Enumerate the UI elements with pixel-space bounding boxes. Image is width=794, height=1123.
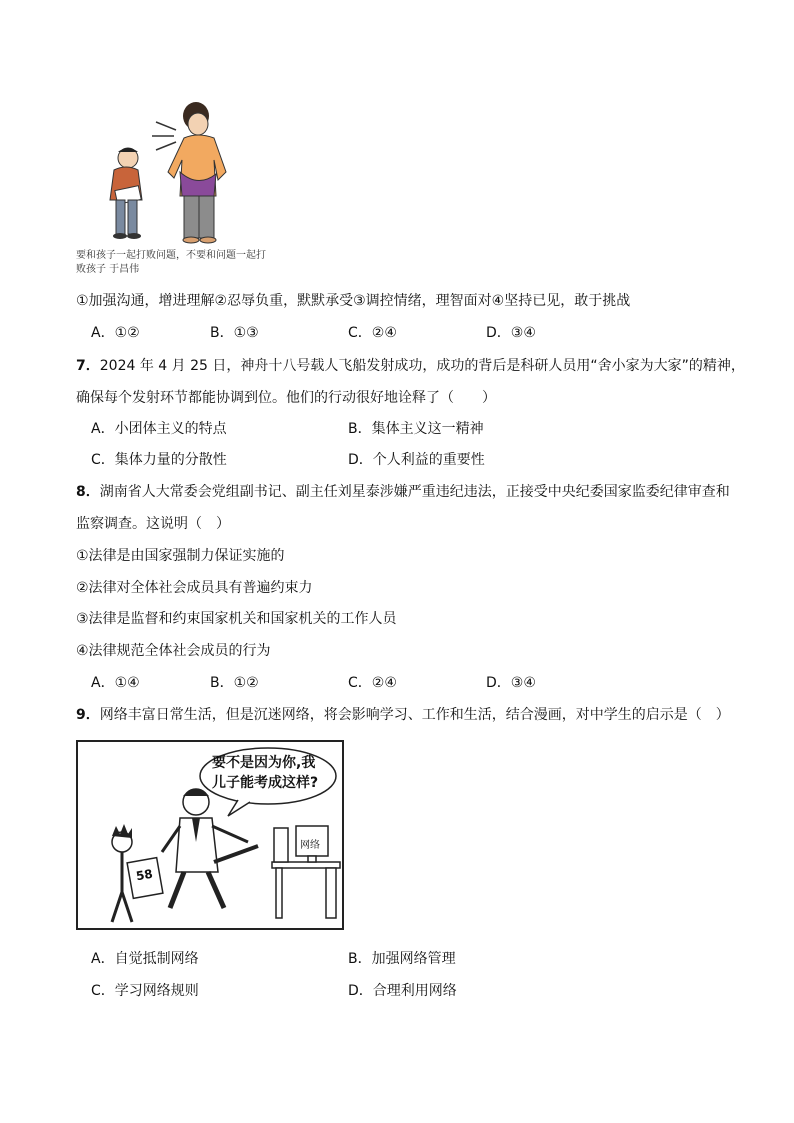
q7-stem-line1 — [76, 356, 745, 376]
q8-statement-1: ①法律是由国家强制力保证实施的 — [76, 548, 285, 564]
monitor-label: 网络 — [300, 840, 320, 851]
cartoon-caption-line1: 要和孩子一起打败问题，不要和问题一起打 — [76, 250, 266, 261]
cartoon-illustration — [76, 100, 266, 250]
q9-stem-text: 网络丰富日常生活，但是沉迷网络，将会影响学习、工作和生活，结合漫画，对中学生的启示是（ ） — [99, 707, 730, 723]
q9-number: 9． — [76, 707, 100, 723]
q7-stem-line2: 确保每个发射环节都能协调到位。他们的行动很好地诠释了（ ） — [76, 390, 496, 406]
q9-option-a[interactable]: A．自觉抵制网络 — [91, 951, 199, 967]
test-paper-score: 58 — [134, 866, 154, 884]
q9-option-d[interactable]: D．合理利用网络 — [348, 983, 457, 999]
cartoon-caption-line2: 败孩子 于昌伟 — [76, 264, 140, 275]
q9-option-b[interactable]: B．加强网络管理 — [348, 951, 456, 967]
internet-blame-cartoon — [76, 740, 344, 930]
q9-stem — [76, 705, 730, 725]
q7-option-b[interactable]: B．集体主义这一精神 — [348, 421, 484, 437]
q6-option-d[interactable]: D．③④ — [486, 325, 536, 341]
q6-option-c[interactable]: C．②④ — [348, 325, 397, 341]
speech-bubble-line2: 儿子能考成这样? — [212, 775, 319, 791]
q8-statement-2: ②法律对全体社会成员具有普遍约束力 — [76, 580, 313, 596]
q8-number: 8． — [76, 484, 100, 500]
q7-option-c[interactable]: C．集体力量的分散性 — [91, 452, 227, 468]
q8-statement-4: ④法律规范全体社会成员的行为 — [76, 643, 271, 659]
q6-statements: ①加强沟通，增进理解②忍辱负重，默默承受③调控情绪，理智面对④坚持已见，敢于挑战 — [76, 293, 631, 309]
q8-stem-line2: 监察调查。这说明（ ） — [76, 516, 230, 532]
q8-stem-text1: 湖南省人大常委会党组副书记、副主任刘星泰涉嫌严重违纪违法，正接受中央纪委国家监委纪律审查和 — [99, 484, 730, 500]
speech-bubble-line1: 要不是因为你,我 — [212, 755, 316, 771]
q7-number: 7． — [76, 358, 100, 374]
q8-statement-3: ③法律是监督和约束国家机关和国家机关的工作人员 — [76, 611, 397, 627]
mother-scolding-child-cartoon — [76, 100, 266, 278]
q7-option-a[interactable]: A．小团体主义的特点 — [91, 421, 227, 437]
q8-option-c[interactable]: C．②④ — [348, 675, 397, 691]
q8-option-a[interactable]: A．①④ — [91, 675, 140, 691]
q6-option-b[interactable]: B．①③ — [210, 325, 259, 341]
q8-option-d[interactable]: D．③④ — [486, 675, 536, 691]
q8-stem-line1 — [76, 482, 730, 502]
q9-option-c[interactable]: C．学习网络规则 — [91, 983, 199, 999]
q8-option-b[interactable]: B．①② — [210, 675, 259, 691]
q6-option-a[interactable]: A．①② — [91, 325, 140, 341]
q7-option-d[interactable]: D．个人利益的重要性 — [348, 452, 485, 468]
q7-stem-text1: 2024 年 4 月 25 日，神舟十八号载人飞船发射成功，成功的背后是科研人员用“舍小家为大家”的精神， — [99, 358, 745, 374]
